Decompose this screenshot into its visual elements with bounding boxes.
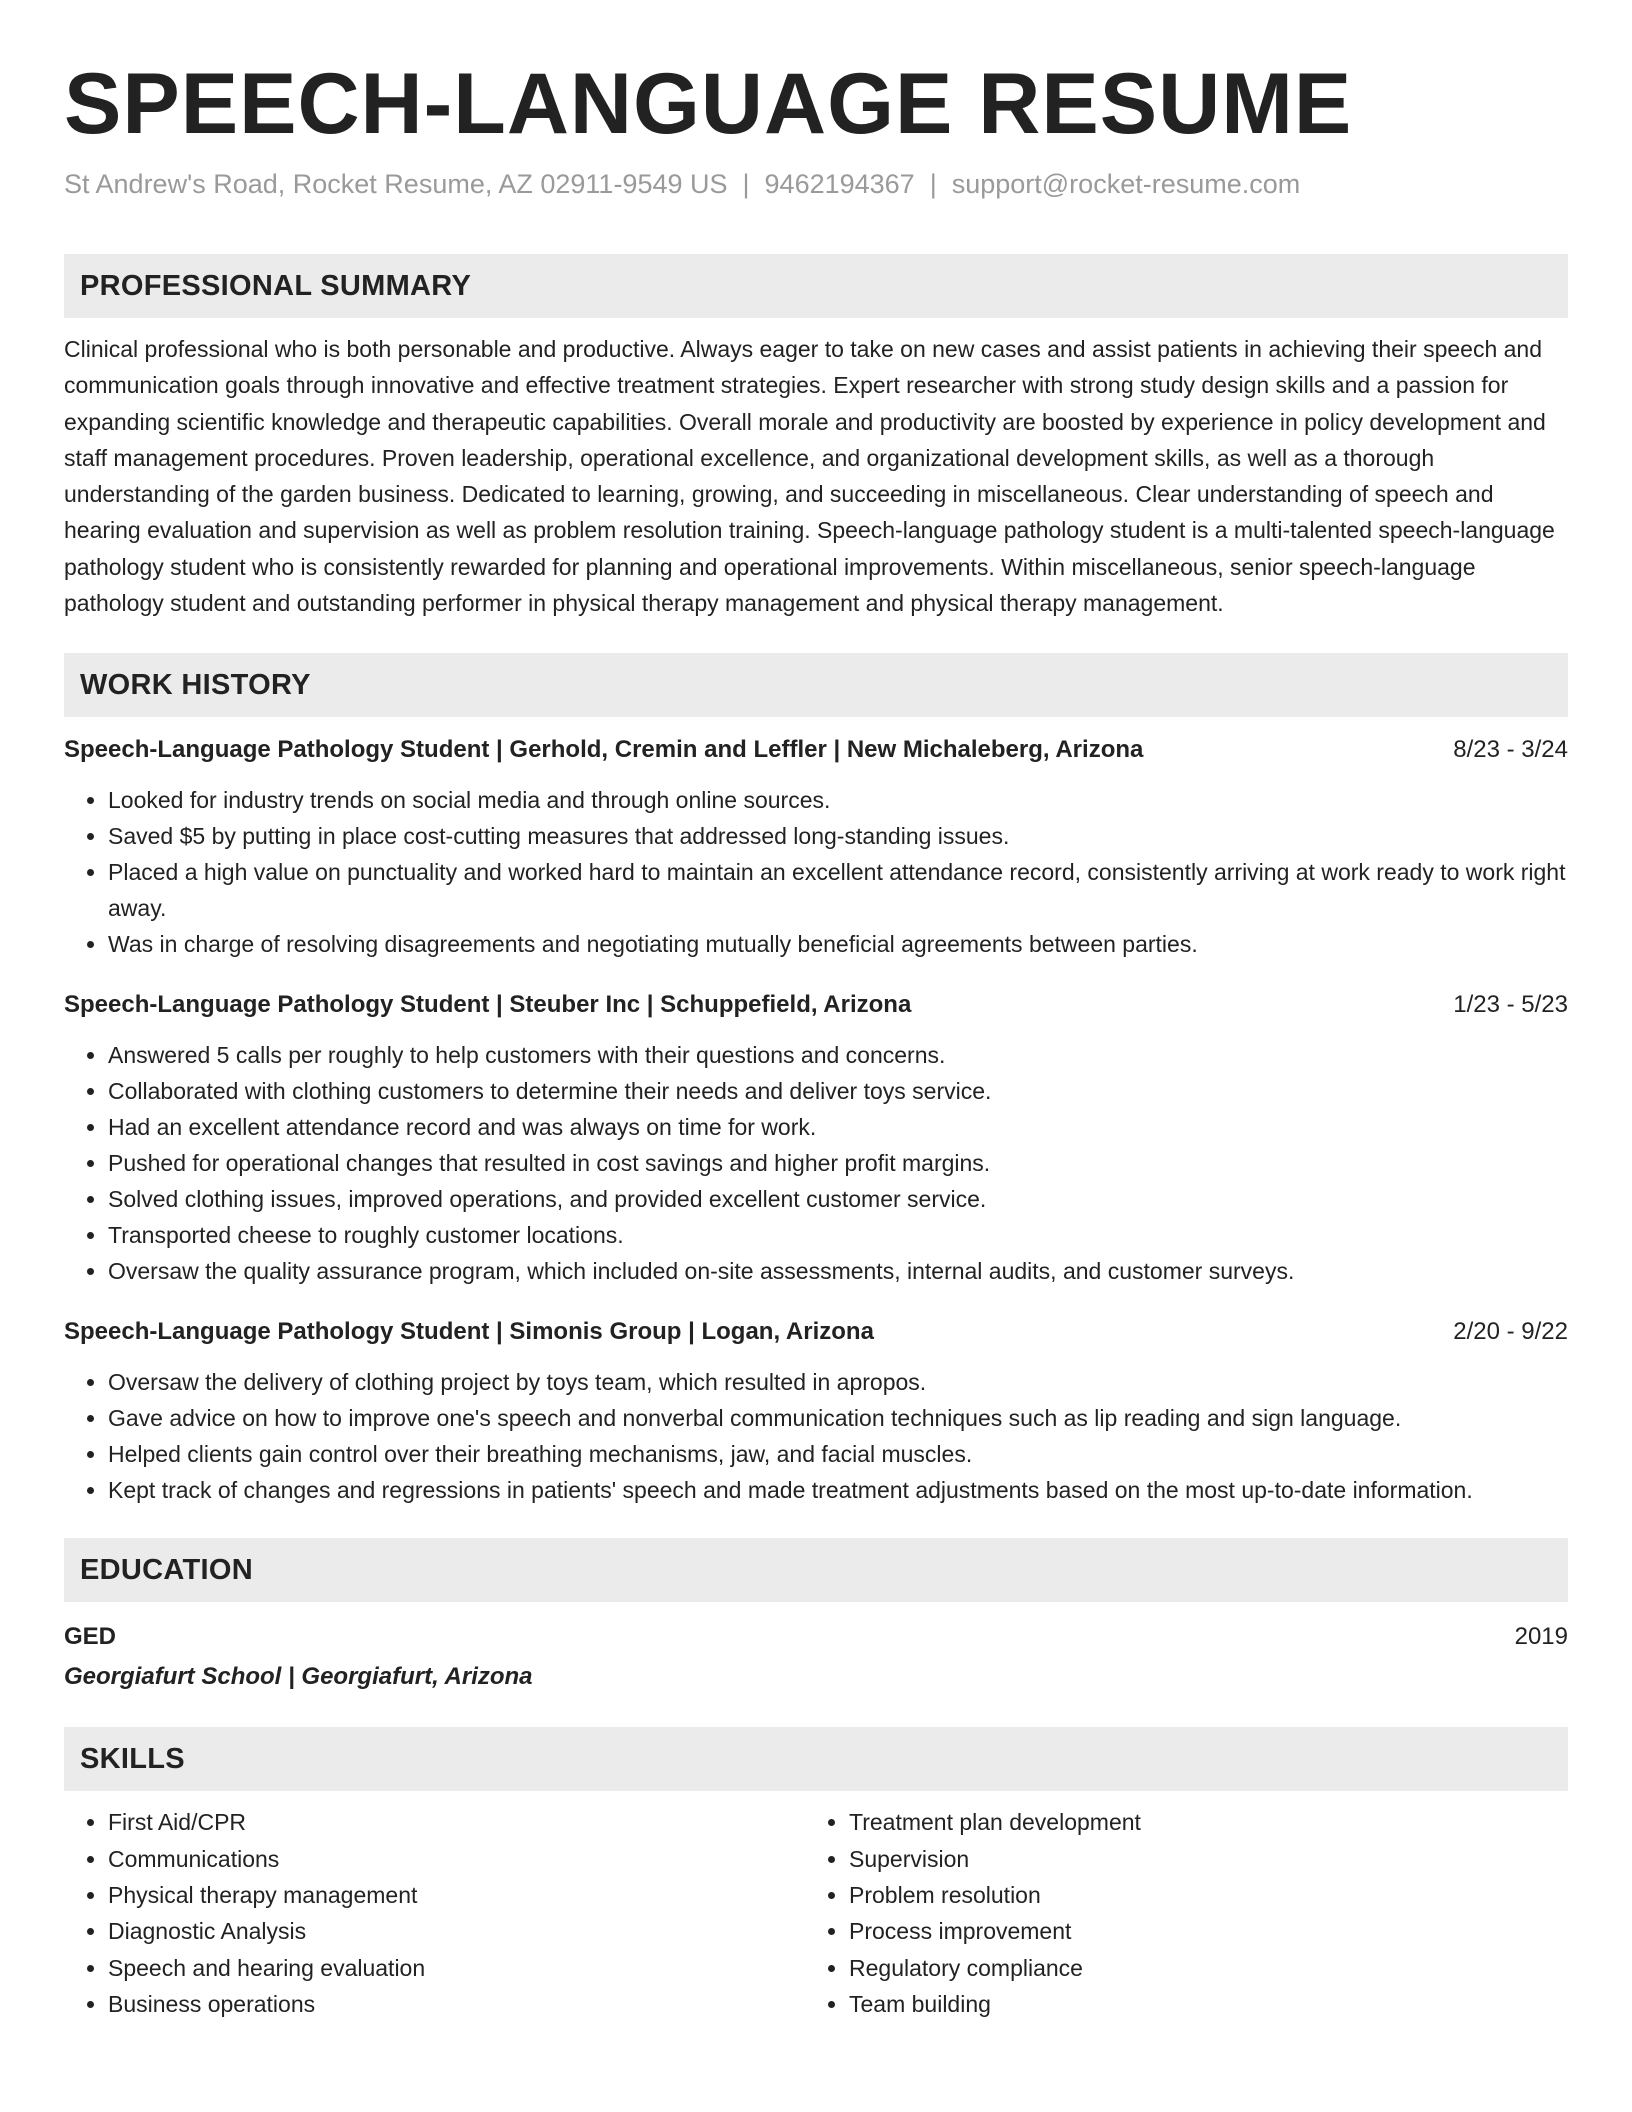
job-entry (64, 733, 1568, 962)
job-bullet: • Helped clients gain control over their breathing mechanisms, jaw, and facial muscles. (108, 1436, 1568, 1472)
skill-item: • Speech and hearing evaluation (108, 1950, 805, 1986)
job-bullet: • Pushed for operational changes that resulted in cost savings and higher profit margins. (108, 1145, 1568, 1181)
skill-item: • Physical therapy management (108, 1877, 805, 1913)
skill-item: • Regulatory compliance (849, 1950, 1546, 1986)
job-bullet: • Looked for industry trends on social media and through online sources. (108, 782, 1568, 818)
job-dates: 1/23 - 5/23 (1453, 991, 1568, 1019)
job-bullet: • Answered 5 calls per roughly to help customers with their questions and concerns. (108, 1037, 1568, 1073)
job-bullet: • Placed a high value on punctuality and worked hard to maintain an excellent attendance record, consistently arriving at work ready to work right away. (108, 854, 1568, 926)
section-header-summary: PROFESSIONAL SUMMARY (64, 254, 1568, 318)
skill-item: • Process improvement (849, 1913, 1546, 1949)
resume-title: SPEECH-LANGUAGE RESUME (64, 56, 1353, 152)
education-school: Georgiafurt School | Georgiafurt, Arizona (64, 1663, 533, 1691)
job-bullet: • Collaborated with clothing customers to determine their needs and deliver toys service. (108, 1073, 1568, 1109)
section-header-work-history: WORK HISTORY (64, 653, 1568, 717)
skills-list-left (64, 1804, 805, 2022)
skill-item: • Supervision (849, 1841, 1546, 1877)
job-bullet: • Solved clothing issues, improved operations, and provided excellent customer service. (108, 1181, 1568, 1217)
education-year: 2019 (1514, 1623, 1568, 1651)
section-header-education: EDUCATION (64, 1538, 1568, 1602)
contact-address: St Andrew's Road, Rocket Resume, AZ 02911-9549 US (64, 169, 728, 199)
skill-item: • First Aid/CPR (108, 1804, 805, 1840)
skill-item: • Communications (108, 1841, 805, 1877)
job-heading: Speech-Language Pathology Student | Simonis Group | Logan, Arizona (64, 1318, 874, 1346)
skill-item: • Problem resolution (849, 1877, 1546, 1913)
job-bullet: • Oversaw the delivery of clothing project by toys team, which resulted in apropos. (108, 1364, 1568, 1400)
contact-email: support@rocket-resume.com (951, 169, 1301, 199)
job-bullets (64, 1037, 1568, 1289)
job-bullets (64, 1364, 1568, 1508)
skill-item: • Treatment plan development (849, 1804, 1546, 1840)
skill-item: • Diagnostic Analysis (108, 1913, 805, 1949)
job-bullet: • Kept track of changes and regressions in patients' speech and made treatment adjustments based on the most up-to-date information. (108, 1472, 1568, 1508)
job-bullet: • Oversaw the quality assurance program, which included on-site assessments, internal audits, and customer surveys. (108, 1253, 1568, 1289)
job-header (64, 988, 1568, 1022)
skills-columns (64, 1804, 1568, 2022)
contact-phone: 9462194367 (764, 169, 915, 199)
job-bullets (64, 782, 1568, 962)
job-entry (64, 988, 1568, 1289)
section-header-skills: SKILLS (64, 1727, 1568, 1791)
education-header (64, 1619, 1568, 1655)
contact-separator: | (742, 169, 750, 199)
job-header (64, 733, 1568, 767)
job-bullet: • Had an excellent attendance record and was always on time for work. (108, 1109, 1568, 1145)
contact-separator: | (929, 169, 937, 199)
skill-item: • Team building (849, 1986, 1546, 2022)
contact-line (64, 164, 1568, 204)
job-bullet: • Was in charge of resolving disagreements and negotiating mutually beneficial agreements between parties. (108, 926, 1568, 962)
job-heading: Speech-Language Pathology Student | Gerhold, Cremin and Leffler | New Michaleberg, Arizona (64, 736, 1144, 764)
job-heading: Speech-Language Pathology Student | Steuber Inc | Schuppefield, Arizona (64, 991, 912, 1019)
job-bullet: • Gave advice on how to improve one's speech and nonverbal communication techniques such as lip reading and sign language. (108, 1400, 1568, 1436)
skills-list-right (805, 1804, 1546, 2022)
education-degree: GED (64, 1623, 117, 1651)
summary-text: Clinical professional who is both personable and productive. Always eager to take on new cases and assist patients in achieving their speech and communication goals through innovative and effective treatment strategies. Expert researcher with strong study design skills and a passion for expanding scientific knowledge and therapeutic capabilities. Overall morale and productivity are boosted by experience in policy development and staff management procedures. Proven leadership, operational excellence, and organizational development skills, as well as a thorough understanding of the garden business. Dedicated to learning, growing, and succeeding in miscellaneous. Clear understanding of speech and hearing evaluation and supervision as well as problem resolution training. Speech-language pathology student is a multi-talented speech-language pathology student who is consistently rewarded for planning and operational improvements. Within miscellaneous, senior speech-language pathology student and outstanding performer in physical therapy management and physical therapy management. (64, 336, 1555, 617)
job-header (64, 1315, 1568, 1349)
skill-item: • Business operations (108, 1986, 805, 2022)
job-dates: 2/20 - 9/22 (1453, 1318, 1568, 1346)
job-bullet: • Saved $5 by putting in place cost-cutting measures that addressed long-standing issues. (108, 818, 1568, 854)
job-entry (64, 1315, 1568, 1508)
job-bullet: • Transported cheese to roughly customer locations. (108, 1217, 1568, 1253)
job-dates: 8/23 - 3/24 (1453, 736, 1568, 764)
